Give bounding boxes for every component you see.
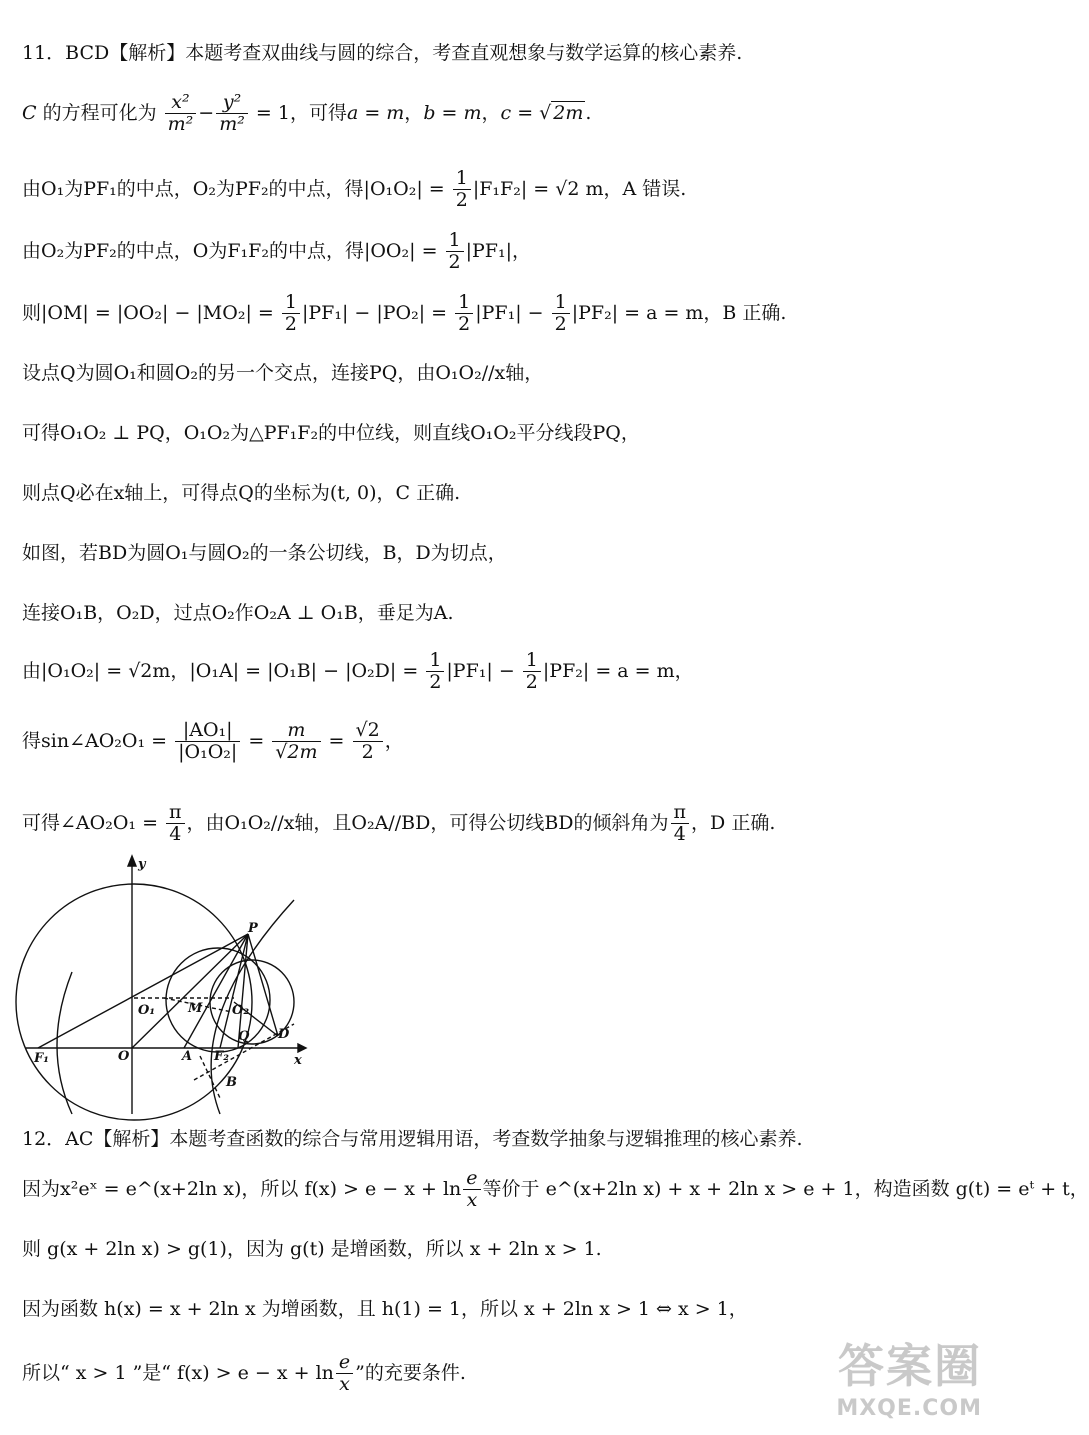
line-conclusion [22, 1352, 466, 1396]
line-midline: 可得O₁O₂ ⊥ PQ，O₁O₂为△PF₁F₂的中位线，则直线O₁O₂平分线段PQ， [22, 422, 640, 444]
x-axis-arrow [298, 1044, 306, 1052]
watermark-site: MXQE.COM [836, 1396, 982, 1421]
den: 2 [552, 313, 570, 336]
line-h-increasing: 因为函数 h(x) = x + 2ln x 为增函数，且 h(1) = 1，所以 x + 2ln x > 1 ⇔ x > 1， [22, 1298, 748, 1320]
line-q-on-axis: 则点Q必在x轴上，可得点Q的坐标为(t, 0)，C 正确. [22, 482, 461, 504]
line-o1o2-length [22, 168, 686, 212]
num: √2 [355, 719, 380, 741]
text: 由O₁为PF₁的中点，O₂为PF₂的中点，得|O₁O₂| = [22, 177, 451, 200]
text: |PF₂| = a = m， [542, 659, 694, 682]
line-p-d [248, 934, 278, 1036]
den: x [463, 1189, 480, 1212]
frac-x2-m2 [165, 92, 197, 136]
frac-pi-4 [166, 802, 185, 846]
text: 因为x²eˣ = e^(x+2ln x)，所以 f(x) > e − x + ln [22, 1177, 462, 1200]
num: 1 [448, 229, 461, 251]
text: ， [481, 101, 501, 124]
frac-half [426, 650, 444, 694]
label-o2: O₂ [232, 1003, 250, 1018]
text: 所以“ x > 1 ”是“ f(x) > e − x + ln [22, 1361, 334, 1384]
line-angle-pi-4 [22, 802, 775, 846]
text: 由|O₁O₂| = √2m，|O₁A| = |O₁B| − |O₂D| = [22, 659, 425, 682]
num: π [673, 801, 687, 823]
frac-half [453, 168, 471, 212]
label-x: x [294, 1053, 302, 1068]
num: e [338, 1351, 351, 1373]
line-12-header: 12．AC【解析】本题考查函数的综合与常用逻辑用语，考查数学抽象与逻辑推理的核心素养. [22, 1128, 803, 1150]
text: ， [404, 101, 424, 124]
label-p: P [248, 921, 258, 936]
line-equation-c: C 的方程可化为 $\frac{\text{x²}}{\text{m²}}$ − $\frac{\text{y²}}{\text{m²}}$ = 1，可得a = m，b = m，c = √ 2m . [22, 91, 592, 135]
line-point-q: 设点Q为圆O₁和圆O₂的另一个交点，连接PQ，由O₁O₂//x轴， [22, 362, 544, 384]
text: 由O₂为PF₂的中点，O为F₁F₂的中点，得|OO₂| = [22, 239, 444, 262]
text: |PF₁|， [465, 239, 532, 262]
label-d: D [278, 1027, 290, 1042]
var-c: C [22, 101, 37, 124]
line-oo2-length [22, 230, 531, 274]
line-tangent-bd: 如图，若BD为圆O₁与圆O₂的一条公切线，B，D为切点， [22, 542, 507, 564]
line-om-length [22, 292, 786, 336]
watermark [836, 1330, 982, 1421]
line-equivalence [22, 1168, 1089, 1212]
den: m² [216, 113, 248, 136]
text: ”的充要条件. [355, 1361, 466, 1384]
text: = [242, 729, 271, 752]
label-a: A [182, 1049, 193, 1064]
watermark-logo: 答案圈 [838, 1339, 982, 1393]
label-y: y [138, 857, 146, 872]
text: 等价于 e^(x+2ln x) + x + 2ln x > e + 1，构造函数 g(t) = eᵗ + t， [482, 1177, 1089, 1200]
label-f2: F₂ [214, 1049, 229, 1064]
radicand: 2m [553, 101, 584, 124]
den: 2 [523, 671, 541, 694]
frac-m-sqrt2m [272, 720, 320, 764]
y-axis-arrow [128, 856, 136, 866]
frac-y2-m2 [216, 92, 248, 136]
text: = [322, 729, 351, 752]
num: 1 [554, 291, 567, 313]
den: 2 [353, 741, 383, 764]
den: x [336, 1373, 353, 1396]
frac-half [552, 292, 570, 336]
text: ，可得 [289, 101, 347, 124]
label-m: M [188, 1001, 203, 1016]
den: 2 [282, 313, 300, 336]
label-f1: F₁ [34, 1051, 49, 1066]
num: 1 [429, 649, 442, 671]
label-q: Q [238, 1029, 250, 1044]
text: 则|OM| = |OO₂| − |MO₂| = [22, 301, 280, 324]
den: 2 [426, 671, 444, 694]
text: |PF₁| − [475, 301, 550, 324]
den: √2m [272, 741, 320, 764]
big-circle [16, 884, 252, 1120]
label-o: O [118, 1049, 130, 1064]
text: |F₁F₂| = √2 m，A 错误. [472, 177, 687, 200]
eq-one: = 1 [249, 101, 290, 124]
num: |AO₁| [182, 719, 233, 741]
line-o-p [132, 934, 248, 1048]
den: 4 [671, 823, 690, 846]
line-connect-o1b: 连接O₁B，O₂D，过点O₂作O₂A ⊥ O₁B，垂足为A. [22, 602, 454, 624]
line-o1a-length [22, 650, 694, 694]
num: y² [222, 91, 242, 113]
text: ，由O₁O₂//x轴，且O₂A//BD，可得公切线BD的倾斜角为 [186, 811, 669, 834]
label-o1: O₁ [138, 1003, 156, 1018]
frac-half [446, 230, 464, 274]
text: |PF₁| − |PO₂| = [301, 301, 454, 324]
line-11-header: 11．BCD【解析】本题考查双曲线与圆的综合，考查直观想象与数学运算的核心素养. [22, 42, 743, 64]
den: 2 [446, 251, 464, 274]
num: 1 [455, 167, 468, 189]
geometry-figure [24, 852, 314, 1120]
frac-half [455, 292, 473, 336]
text: ， [384, 729, 404, 752]
num: π [169, 801, 182, 823]
frac-e-x [336, 1352, 353, 1396]
den: 4 [166, 823, 185, 846]
frac-half [282, 292, 300, 336]
frac-ao1-o1o2 [175, 720, 240, 764]
text: ，D 正确. [691, 811, 776, 834]
num: 1 [525, 649, 538, 671]
frac-half [523, 650, 541, 694]
num: 1 [458, 291, 471, 313]
frac-sqrt2-2 [353, 720, 383, 764]
b-eq-m: b = m [423, 101, 482, 124]
sqrt-2m: √ 2m [539, 101, 584, 124]
text: |PF₂| = a = m，B 正确. [571, 301, 787, 324]
text: |PF₁| − [446, 659, 521, 682]
den: 2 [453, 189, 471, 212]
label-b: B [226, 1075, 237, 1090]
num: x² [171, 91, 190, 113]
frac-pi-4 [671, 802, 690, 846]
c-eq: c = [500, 101, 540, 124]
num: e [466, 1167, 478, 1189]
a-eq-m: a = m [346, 101, 405, 124]
den: |O₁O₂| [175, 741, 240, 764]
frac-e-x [463, 1168, 480, 1212]
line-sin-angle [22, 720, 404, 764]
den: m² [165, 113, 197, 136]
den: 2 [455, 313, 473, 336]
text: 的方程可化为 [36, 101, 157, 124]
num: 1 [284, 291, 297, 313]
text: 得sin∠AO₂O₁ = [22, 729, 174, 752]
line-g-increasing: 则 g(x + 2ln x) > g(1)，因为 g(t) 是增函数，所以 x + 2ln x > 1. [22, 1238, 602, 1260]
num: m [287, 719, 306, 741]
text: 可得∠AO₂O₁ = [22, 811, 165, 834]
